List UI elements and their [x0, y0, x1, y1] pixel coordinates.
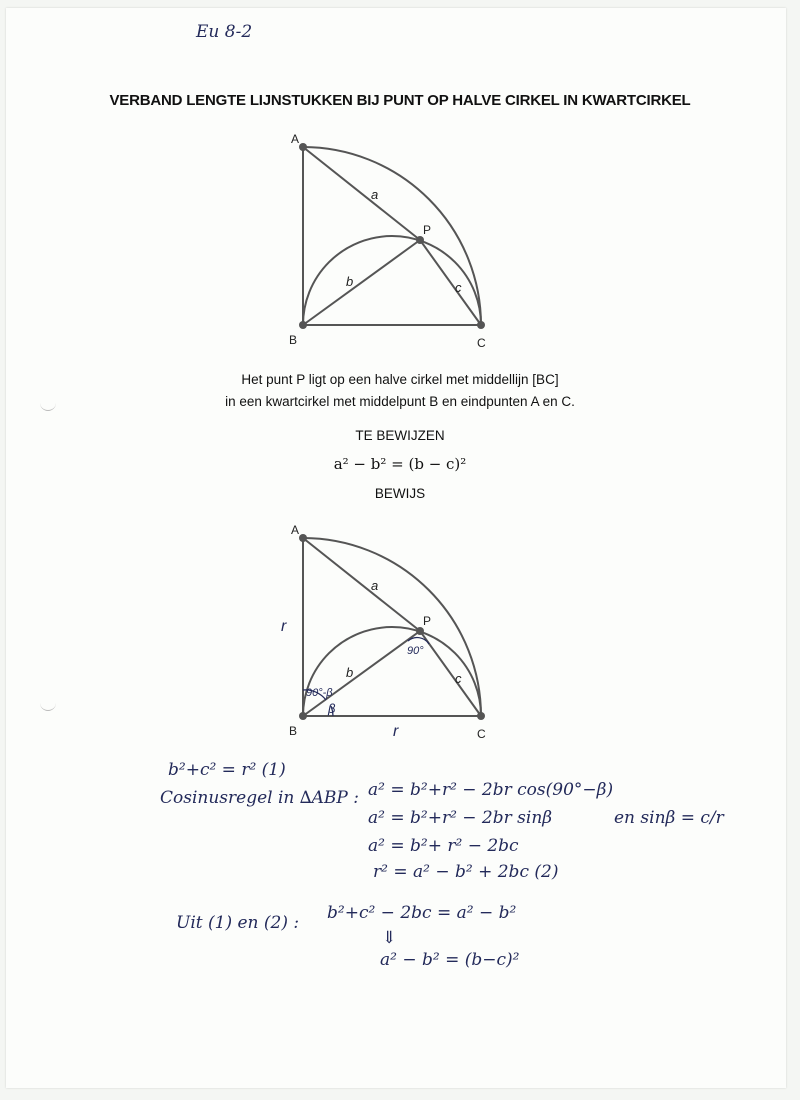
corner-note: Eu 8-2	[196, 22, 253, 42]
hand-r-horizontal: r	[393, 723, 399, 740]
label-a: a	[371, 187, 379, 202]
segment-b	[303, 631, 420, 716]
proof-line-1: b²+c² = r² (1)	[168, 760, 286, 780]
point-C	[477, 712, 485, 720]
description-line-1: Het punt P ligt op een halve cirkel met middellijn [BC]	[241, 372, 559, 387]
to-prove-heading: TE BEWIJZEN	[355, 428, 445, 443]
segment-a	[303, 538, 420, 631]
page-title: VERBAND LENGTE LIJNSTUKKEN BIJ PUNT OP HALVE CIRKEL IN KWARTCIRKEL	[109, 92, 691, 109]
hand-r-vertical: r	[281, 618, 287, 635]
label-A: A	[291, 523, 300, 537]
proof-line-5-eq: r² = a² − b² + 2bc (2)	[373, 862, 559, 882]
proof-line-7-eq: a² − b² = (b−c)²	[380, 950, 520, 970]
label-a: a	[371, 578, 379, 593]
proof-line-4-eq: a² = b²+ r² − 2bc	[368, 836, 519, 856]
proof-line-3-eq: a² = b²+r² − 2br sinβ	[368, 808, 553, 828]
proof-line-3-note: en sinβ = c/r	[614, 808, 724, 828]
point-P	[416, 627, 424, 635]
proof-line-2-eq: a² = b²+r² − 2br cos(90°−β)	[368, 780, 614, 800]
label-P: P	[423, 614, 432, 628]
hand-angle-B-upper: 90°-β	[306, 687, 333, 699]
label-C: C	[477, 727, 486, 741]
label-P: P	[423, 223, 432, 237]
label-b: b	[346, 665, 354, 680]
point-A	[299, 534, 307, 542]
label-c: c	[455, 671, 462, 686]
hand-angle-B-lower: β	[328, 701, 336, 716]
label-B: B	[289, 724, 298, 738]
label-b: b	[346, 274, 354, 289]
proof-line-2-label: Cosinusregel in ∆ABP :	[160, 788, 359, 808]
proof-line-6-label: Uit (1) en (2) :	[176, 913, 300, 933]
label-B: B	[289, 333, 298, 347]
implication-arrow: ⇓	[382, 928, 397, 948]
proof-line-6-eq: b²+c² − 2bc = a² − b²	[327, 903, 517, 923]
hand-angle-P: 90°	[407, 645, 424, 657]
description-line-2: in een kwartcirkel met middelpunt B en eindpunten A en C.	[225, 394, 575, 409]
to-prove-formula: a² − b² = (b − c)²	[333, 455, 467, 473]
label-C: C	[477, 336, 486, 350]
label-c: c	[455, 280, 462, 295]
proof-heading: BEWIJS	[374, 486, 426, 501]
point-B	[299, 712, 307, 720]
label-A: A	[291, 132, 300, 146]
